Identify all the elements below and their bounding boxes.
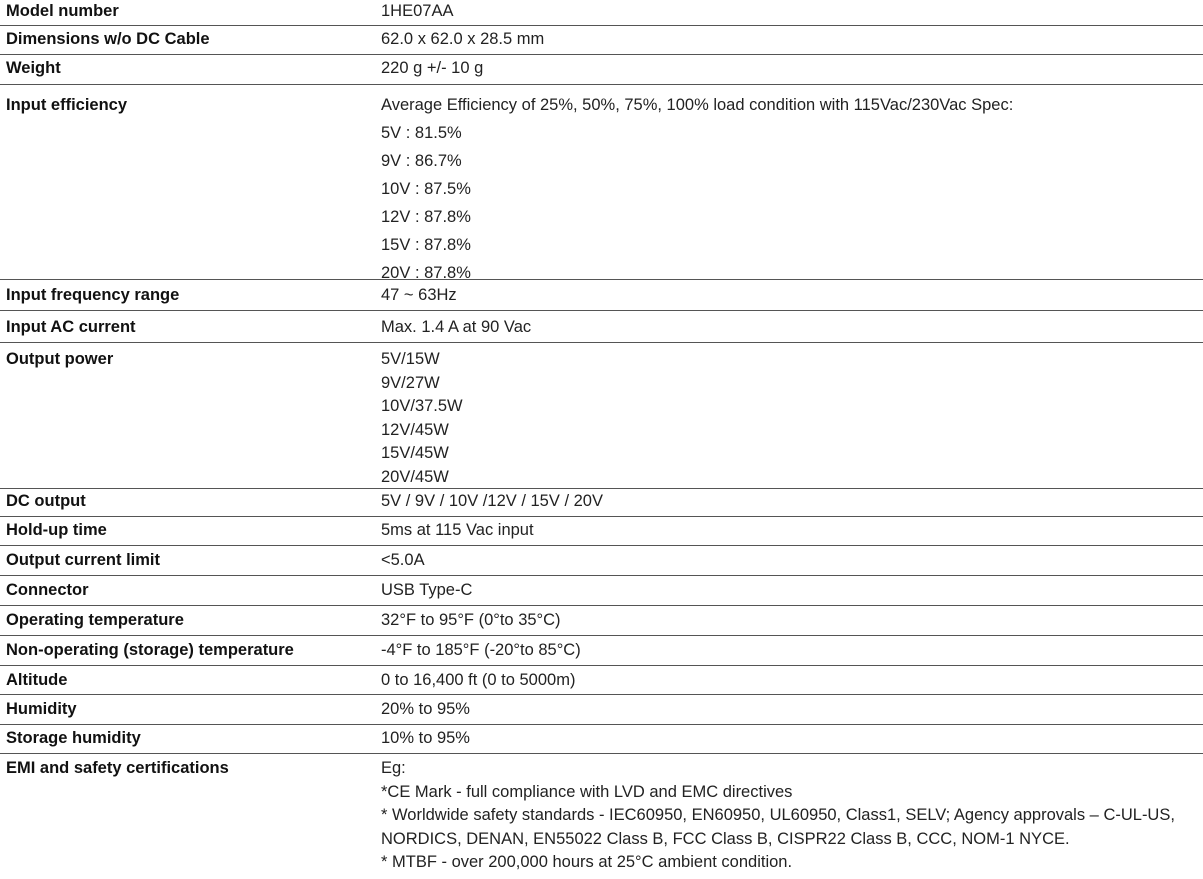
spec-value-line: 15V : 87.8%: [381, 236, 471, 254]
spec-value: [375, 85, 1203, 282]
spec-value-line: 5V/15W: [381, 350, 440, 368]
spec-label: Operating temperature: [6, 611, 184, 629]
spec-value-line: 32°F to 95°F (0°to 35°C): [381, 611, 561, 629]
spec-label: Input frequency range: [6, 286, 180, 304]
spec-value-line: * MTBF - over 200,000 hours at 25°C ambient condition.: [381, 853, 793, 871]
spec-label: Hold-up time: [6, 521, 107, 539]
spec-value: [375, 280, 1203, 310]
spec-label: Altitude: [6, 671, 68, 689]
spec-label: Dimensions w/o DC Cable: [6, 30, 210, 48]
spec-value-line: 20V : 87.8%: [381, 264, 471, 282]
table-row: [0, 606, 1203, 636]
table-row: [0, 0, 1203, 26]
spec-value: [375, 489, 1203, 516]
spec-value-line: -4°F to 185°F (-20°to 85°C): [381, 641, 581, 659]
spec-value-line: 10V/37.5W: [381, 397, 463, 415]
table-row: [0, 517, 1203, 546]
spec-value-line: 10% to 95%: [381, 729, 470, 747]
spec-label: DC output: [6, 492, 86, 510]
spec-value: [375, 517, 1203, 545]
table-row: [0, 695, 1203, 725]
spec-value-line: 0 to 16,400 ft (0 to 5000m): [381, 671, 576, 689]
spec-value-line: 12V/45W: [381, 420, 449, 439]
spec-label: Non-operating (storage) temperature: [6, 641, 294, 659]
spec-value-line: 20% to 95%: [381, 700, 470, 718]
spec-value: [375, 55, 1203, 84]
table-row: [0, 280, 1203, 311]
spec-value-line: 20V/45W: [381, 467, 449, 486]
spec-value: [375, 546, 1203, 575]
spec-value: [375, 0, 1203, 25]
spec-label: Weight: [6, 59, 61, 77]
spec-value: [375, 666, 1203, 694]
spec-value-line: 10V : 87.5%: [381, 180, 471, 198]
spec-value-line: Eg:: [381, 759, 406, 777]
spec-value-line: 5V : 81.5%: [381, 124, 462, 142]
spec-value-line: Max. 1.4 A at 90 Vac: [381, 318, 532, 336]
table-row: [0, 343, 1203, 489]
spec-label: Output current limit: [6, 551, 160, 569]
spec-value-line: 220 g +/- 10 g: [381, 59, 484, 77]
spec-label: Storage humidity: [6, 729, 141, 747]
table-row: [0, 85, 1203, 280]
spec-label: Humidity: [6, 700, 77, 718]
spec-value: [375, 754, 1203, 871]
spec-label: Input AC current: [6, 318, 136, 336]
spec-value: [375, 636, 1203, 665]
spec-value-line: *CE Mark - full compliance with LVD and EMC directives: [381, 782, 793, 801]
spec-value-line: * Worldwide safety standards - IEC60950, EN60950, UL60950, Class1, SELV; Agency approvals – C-UL-US,: [381, 806, 1175, 824]
table-row: [0, 636, 1203, 666]
table-row: [0, 546, 1203, 576]
table-row: [0, 754, 1203, 871]
table-row: [0, 489, 1203, 517]
table-row: [0, 576, 1203, 606]
spec-label: Input efficiency: [6, 96, 128, 114]
spec-value-line: 1HE07AA: [381, 2, 454, 20]
spec-value-line: 47 ~ 63Hz: [381, 286, 457, 304]
spec-value-line: 5V / 9V / 10V /12V / 15V / 20V: [381, 492, 603, 510]
table-row: [0, 55, 1203, 85]
spec-value-line: 12V : 87.8%: [381, 208, 471, 226]
table-row: [0, 26, 1203, 55]
spec-value: [375, 343, 1203, 488]
spec-value-line: 9V/27W: [381, 373, 440, 392]
spec-value-line: Average Efficiency of 25%, 50%, 75%, 100% load condition with 115Vac/230Vac Spec:: [381, 96, 1014, 114]
spec-value-line: 9V : 86.7%: [381, 152, 462, 170]
spec-value: [375, 311, 1203, 342]
spec-value-line: 5ms at 115 Vac input: [381, 521, 534, 539]
spec-value-line: 15V/45W: [381, 444, 449, 462]
spec-value: [375, 725, 1203, 753]
table-row: [0, 725, 1203, 754]
spec-label: Model number: [6, 2, 119, 20]
spec-label: EMI and safety certifications: [6, 759, 229, 777]
spec-value: [375, 576, 1203, 605]
spec-value-line: <5.0A: [381, 551, 425, 569]
spec-value-line: USB Type-C: [381, 581, 473, 599]
spec-value-line: 62.0 x 62.0 x 28.5 mm: [381, 30, 545, 48]
spec-value-line: NORDICS, DENAN, EN55022 Class B, FCC Class B, CISPR22 Class B, CCC, NOM-1 NYCE.: [381, 829, 1070, 848]
spec-label: Output power: [6, 350, 114, 368]
table-row: [0, 666, 1203, 695]
spec-value: [375, 606, 1203, 635]
spec-value: [375, 695, 1203, 724]
spec-label: Connector: [6, 581, 89, 599]
table-row: [0, 311, 1203, 343]
spec-value: [375, 26, 1203, 54]
